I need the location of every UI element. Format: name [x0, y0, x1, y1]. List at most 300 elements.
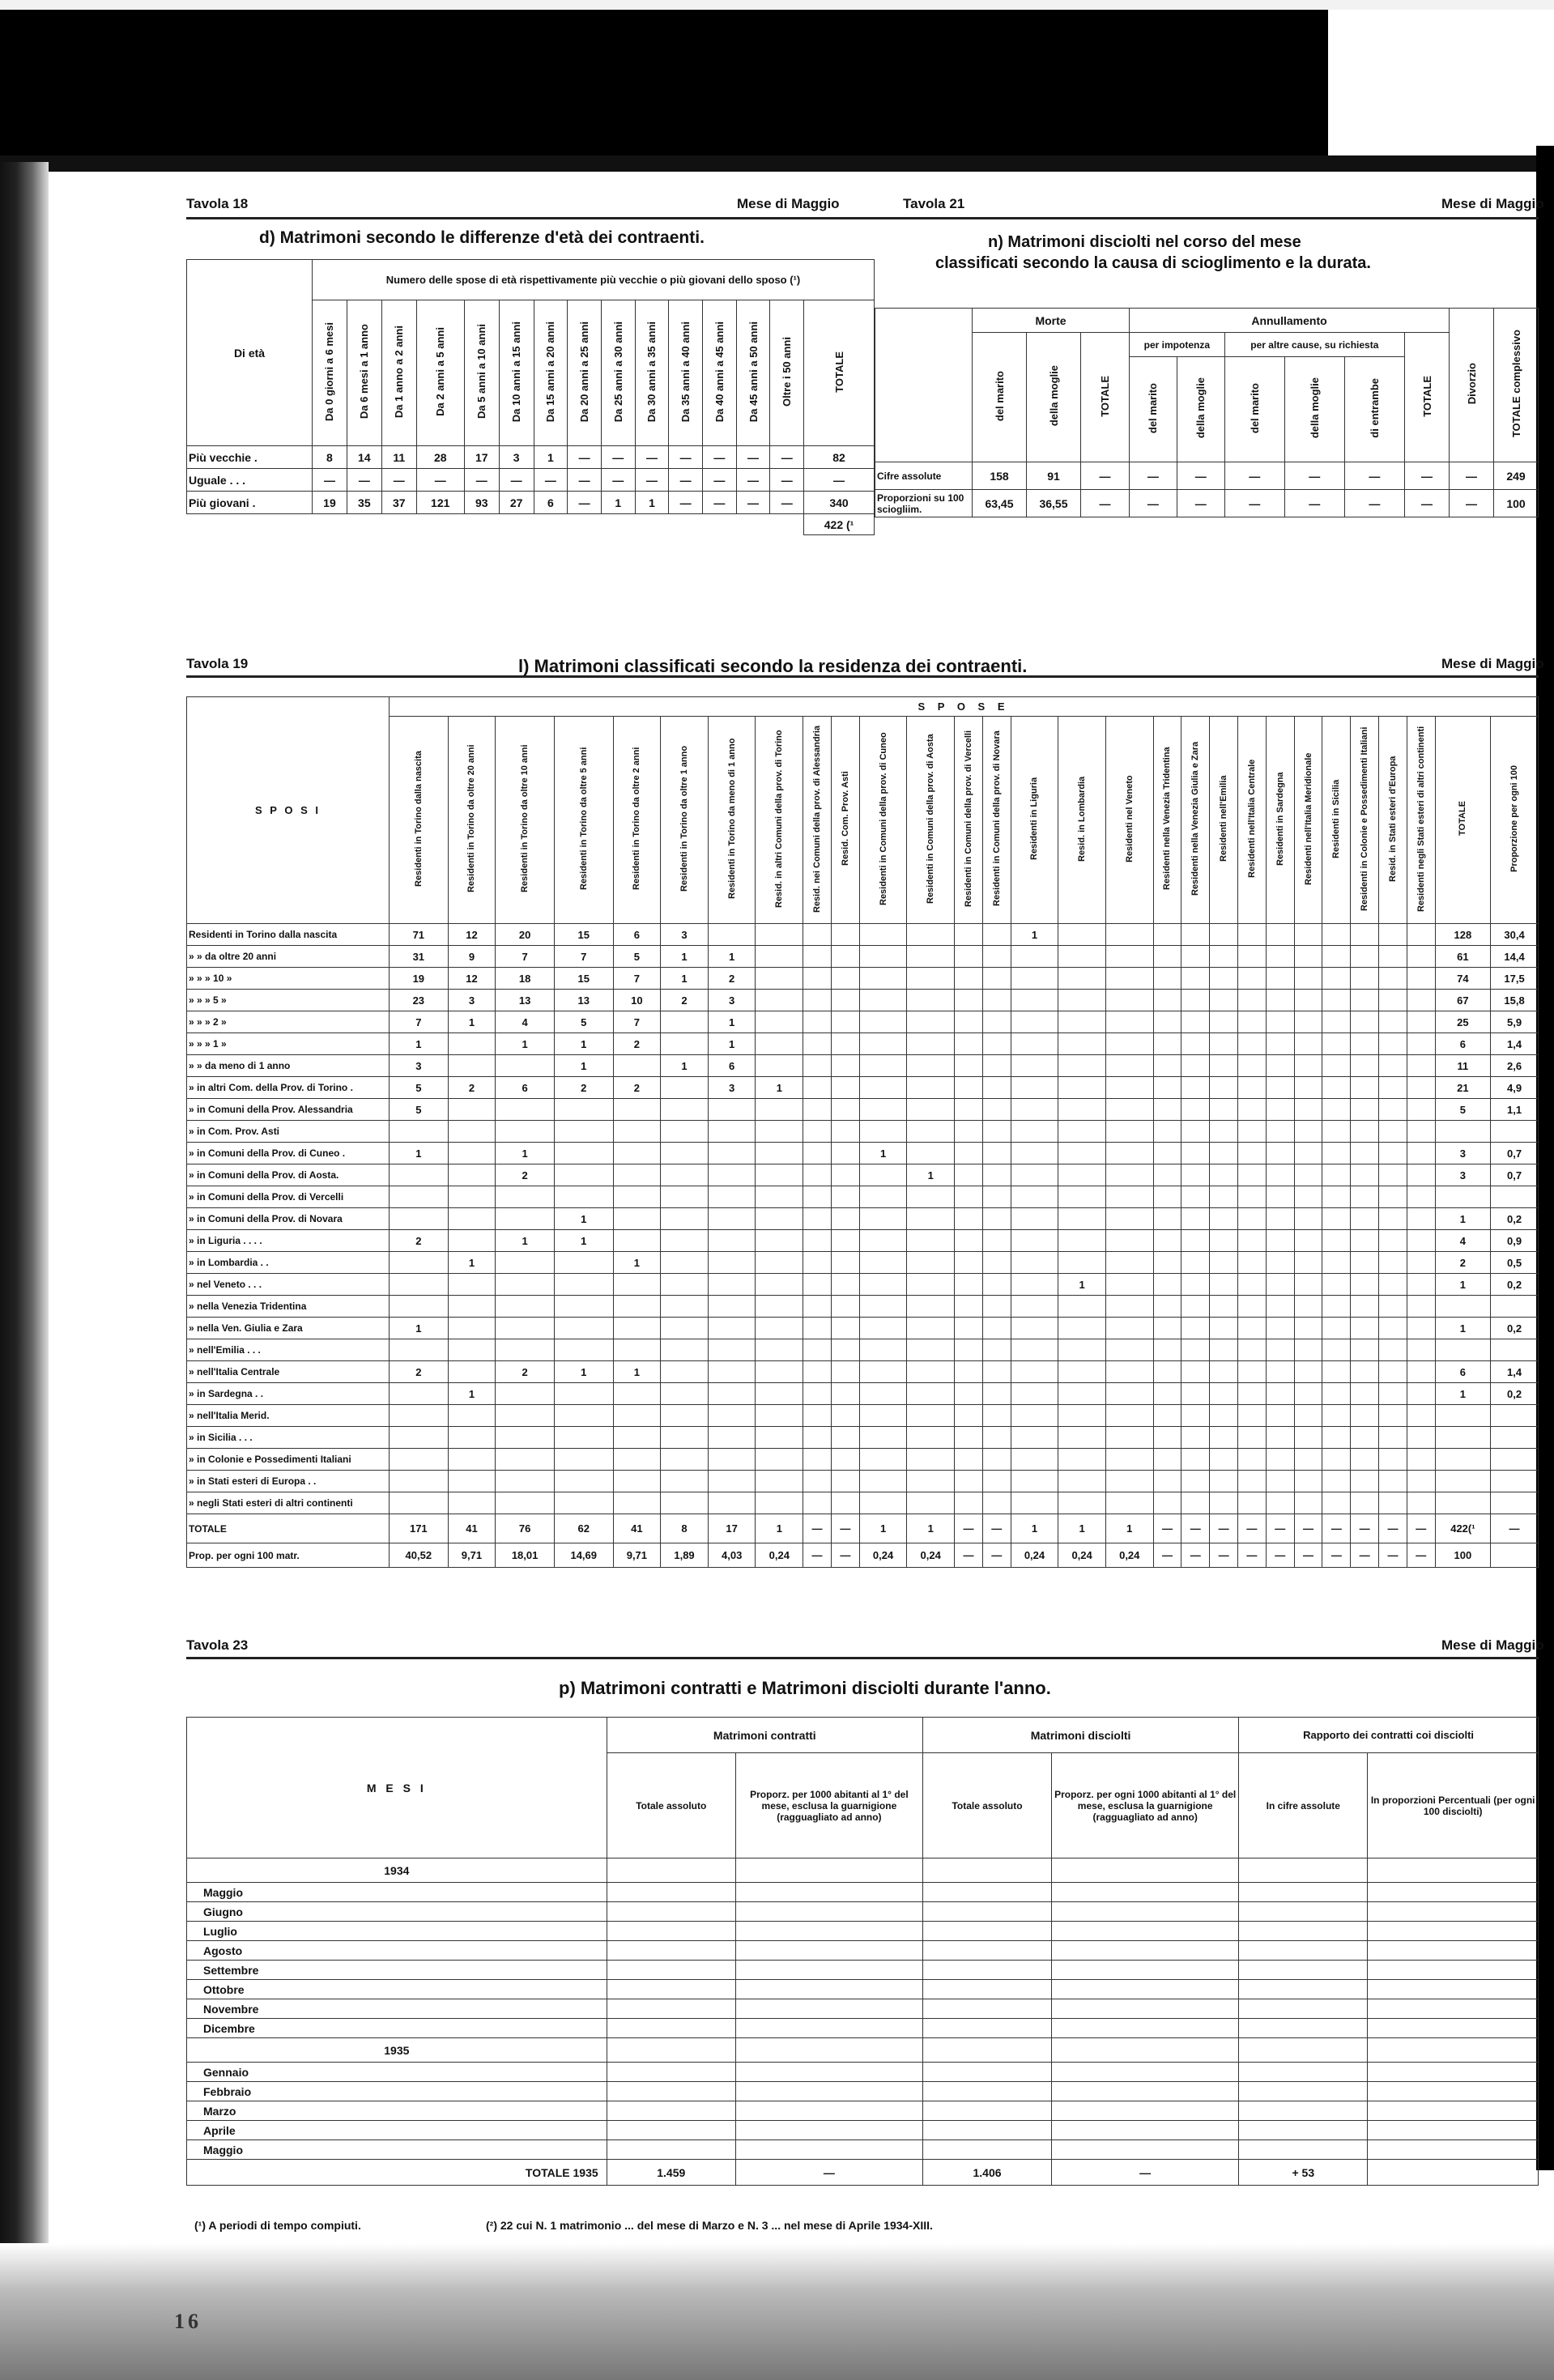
table-l-col-header: [613, 717, 661, 924]
table-cell: —: [1379, 1543, 1407, 1568]
table-cell: [1238, 1449, 1267, 1471]
table-cell: [982, 1361, 1011, 1383]
table-cell: [1210, 1033, 1238, 1055]
table-cell: —: [1344, 462, 1404, 490]
table-cell: 12: [448, 968, 496, 990]
table-cell: [661, 1033, 709, 1055]
table-d-grand-total: 422 (¹: [804, 514, 875, 535]
table-row: [187, 1543, 1539, 1568]
table-cell: [803, 1055, 832, 1077]
table-p-col-prop-1: Proporz. per 1000 abitanti al 1° del mese, esclusa la guarnigione (ragguagliato ad anno): [735, 1753, 922, 1858]
table-cell: [1239, 2019, 1368, 2038]
table-cell: 1: [756, 1077, 803, 1099]
table-cell: [922, 2121, 1051, 2140]
table-cell: [1379, 1055, 1407, 1077]
table-l-col-header: [1181, 717, 1210, 924]
table-cell: [922, 2101, 1051, 2121]
table-l-row-label: » in Lombardia . .: [187, 1252, 390, 1274]
table-cell: [1239, 1999, 1368, 2019]
table-cell: [496, 1296, 555, 1318]
table-cell: [1294, 1011, 1322, 1033]
table-p-month: Novembre: [187, 1999, 607, 2019]
table-d-col-label: Da 10 anni a 15 anni: [510, 321, 523, 423]
table-cell: [1210, 1055, 1238, 1077]
table-cell: [955, 1164, 983, 1186]
table-cell: [859, 1077, 907, 1099]
table-row: [187, 2140, 1539, 2160]
table-cell: [1011, 1121, 1058, 1143]
table-d-col-label: Oltre i 50 anni: [781, 337, 794, 407]
table-n-col-imp-marito: del marito: [1147, 382, 1160, 434]
table-cell: [1052, 1980, 1239, 1999]
table-cell: [859, 1383, 907, 1405]
table-cell: —: [1238, 1514, 1267, 1543]
table-cell: [982, 1230, 1011, 1252]
table-cell: [448, 1186, 496, 1208]
table-row: [187, 1492, 1539, 1514]
table-cell: —: [568, 446, 602, 469]
table-cell: [661, 1427, 709, 1449]
table-row: [187, 1274, 1539, 1296]
table-cell: [982, 1449, 1011, 1471]
table-cell: [756, 946, 803, 968]
table-cell: [1266, 1011, 1294, 1033]
table-cell: [1238, 1405, 1267, 1427]
table-cell: [1322, 1296, 1351, 1318]
table-cell: [1491, 1543, 1539, 1568]
table-cell: —: [1177, 490, 1224, 517]
table-cell: [1491, 1405, 1539, 1427]
table-cell: 1: [601, 492, 635, 514]
table-cell: [955, 1339, 983, 1361]
table-row: [187, 1902, 1539, 1922]
table-cell: [1266, 1252, 1294, 1274]
table-cell: [1407, 1361, 1435, 1383]
table-cell: [1351, 1339, 1379, 1361]
table-cell: 1: [613, 1252, 661, 1274]
table-cell: [496, 1252, 555, 1274]
footnote-1: (¹) A periodi di tempo compiuti.: [194, 2219, 361, 2232]
scan-top-band: [0, 0, 1554, 10]
table-cell: [803, 1099, 832, 1121]
table-n-col-della-moglie: della moglie: [1047, 365, 1060, 427]
table-cell: [1407, 1449, 1435, 1471]
table-cell: [955, 924, 983, 946]
table-p: [186, 1717, 1539, 2186]
table-l-col-header: [1011, 717, 1058, 924]
table-cell: 2: [613, 1077, 661, 1099]
table-cell: [955, 1011, 983, 1033]
table-cell: [831, 924, 859, 946]
table-cell: [1058, 1492, 1106, 1514]
table-cell: —: [669, 492, 703, 514]
table-cell: [922, 2063, 1051, 2082]
table-cell: [831, 1164, 859, 1186]
table-n-group-morte: Morte: [973, 309, 1130, 333]
table-cell: [1210, 1121, 1238, 1143]
table-cell: 1: [661, 968, 709, 990]
table-cell: 4,03: [708, 1543, 756, 1568]
table-cell: [756, 1252, 803, 1274]
table-cell: [1105, 946, 1153, 968]
table-l-row-label: » in Sicilia . . .: [187, 1427, 390, 1449]
header-tavola-18: Tavola 18: [186, 196, 249, 211]
table-cell: [1407, 1208, 1435, 1230]
table-cell: —: [736, 446, 770, 469]
table-cell: [1238, 1077, 1267, 1099]
table-cell: [1379, 946, 1407, 968]
table-cell: 76: [496, 1514, 555, 1543]
table-cell: —: [982, 1514, 1011, 1543]
table-row: [187, 1999, 1539, 2019]
table-cell: [1239, 1961, 1368, 1980]
table-cell: [859, 990, 907, 1011]
table-cell: [982, 1274, 1011, 1296]
table-cell: —: [803, 1514, 832, 1543]
table-cell: —: [1344, 490, 1404, 517]
table-l-title: l) Matrimoni classificati secondo la residenza dei contraenti.: [518, 656, 1028, 676]
table-d-col-header: [669, 300, 703, 446]
table-cell: [390, 1471, 449, 1492]
table-cell: [613, 1383, 661, 1405]
table-cell: —: [416, 469, 464, 492]
table-cell: [661, 1449, 709, 1471]
table-cell: 3: [708, 990, 756, 1011]
table-cell: [756, 1492, 803, 1514]
table-cell: [1368, 1922, 1539, 1941]
table-cell: [907, 1427, 955, 1449]
table-cell: [955, 1077, 983, 1099]
table-cell: [1351, 946, 1379, 968]
table-cell: [1181, 1055, 1210, 1077]
table-cell: 27: [499, 492, 534, 514]
table-cell: [554, 1471, 613, 1492]
table-cell: 13: [554, 990, 613, 1011]
table-cell: [803, 1230, 832, 1252]
table-cell: [607, 2101, 735, 2121]
table-d-title: d) Matrimoni secondo le differenze d'età dei contraenti.: [259, 228, 705, 247]
table-cell: [1181, 1471, 1210, 1492]
table-cell: [1210, 1318, 1238, 1339]
table-cell: 7: [496, 946, 555, 968]
table-cell: [1351, 924, 1379, 946]
table-cell: [1294, 1186, 1322, 1208]
table-cell: [1379, 1230, 1407, 1252]
table-cell: [1294, 1033, 1322, 1055]
table-cell: [390, 1427, 449, 1449]
table-cell: [1322, 1164, 1351, 1186]
table-cell: —: [1266, 1514, 1294, 1543]
table-cell: [1351, 968, 1379, 990]
table-cell: [448, 1099, 496, 1121]
table-cell: [1153, 1208, 1181, 1230]
table-cell: [554, 1427, 613, 1449]
table-cell: [922, 2082, 1051, 2101]
table-cell: [756, 1383, 803, 1405]
table-cell: [1266, 990, 1294, 1011]
table-cell: [708, 1449, 756, 1471]
table-p-stub-header: M E S I: [187, 1718, 607, 1858]
table-cell: [1239, 2082, 1368, 2101]
table-cell: [756, 1186, 803, 1208]
table-l-row-label: » in Comuni della Prov. di Novara: [187, 1208, 390, 1230]
table-cell: 91: [1027, 462, 1081, 490]
table-p-total-cell: + 53: [1239, 2160, 1368, 2186]
table-cell: —: [955, 1543, 983, 1568]
table-cell: [1435, 1427, 1490, 1449]
table-cell: [496, 1274, 555, 1296]
table-cell: [1153, 924, 1181, 946]
table-cell: [1011, 1143, 1058, 1164]
table-l-col-label: Residenti in Colonie e Possedimenti Italiani: [1360, 726, 1370, 911]
table-cell: [831, 1077, 859, 1099]
table-cell: [859, 1164, 907, 1186]
table-cell: 30,4: [1491, 924, 1539, 946]
table-cell: [1011, 1055, 1058, 1077]
table-cell: 17,5: [1491, 968, 1539, 990]
table-cell: [859, 1492, 907, 1514]
table-cell: [1379, 1033, 1407, 1055]
table-cell: —: [703, 492, 737, 514]
table-cell: [1181, 1339, 1210, 1361]
table-cell: [859, 946, 907, 968]
table-cell: [1181, 990, 1210, 1011]
table-cell: [390, 1383, 449, 1405]
table-cell: [1181, 1230, 1210, 1252]
table-cell: [448, 1055, 496, 1077]
table-cell: [859, 1011, 907, 1033]
table-cell: [1351, 1186, 1379, 1208]
table-l-row-label: » nell'Emilia . . .: [187, 1339, 390, 1361]
table-cell: [1153, 1471, 1181, 1492]
table-cell: 3: [708, 1077, 756, 1099]
table-cell: 7: [613, 1011, 661, 1033]
table-cell: [831, 1121, 859, 1143]
table-cell: [613, 1208, 661, 1230]
table-cell: [922, 2140, 1051, 2160]
table-cell: [1239, 1941, 1368, 1961]
table-cell: [607, 2121, 735, 2140]
table-cell: [1491, 1186, 1539, 1208]
table-cell: [448, 1164, 496, 1186]
table-d-col-label: Da 35 anni a 40 anni: [679, 321, 692, 423]
table-cell: [554, 1099, 613, 1121]
table-cell: 1,89: [661, 1543, 709, 1568]
table-cell: 6: [613, 924, 661, 946]
table-cell: [803, 1011, 832, 1033]
table-cell: 1: [661, 1055, 709, 1077]
table-cell: 0,7: [1491, 1143, 1539, 1164]
table-cell: 1: [1011, 924, 1058, 946]
table-l-row-label: Residenti in Torino dalla nascita: [187, 924, 390, 946]
table-cell: [1153, 1296, 1181, 1318]
table-cell: [661, 1099, 709, 1121]
table-cell: [1153, 990, 1181, 1011]
table-cell: 0,9: [1491, 1230, 1539, 1252]
table-d-row-label: Più vecchie .: [187, 446, 313, 469]
table-cell: —: [1407, 1514, 1435, 1543]
table-cell: [982, 1143, 1011, 1164]
table-cell: [554, 1405, 613, 1427]
table-cell: [1368, 2019, 1539, 2038]
table-cell: [1266, 924, 1294, 946]
table-cell: [554, 1274, 613, 1296]
table-cell: 18: [496, 968, 555, 990]
document-page: [178, 170, 1547, 2235]
table-cell: 15: [554, 968, 613, 990]
table-cell: [982, 946, 1011, 968]
table-d-col-label: Da 6 mesi a 1 anno: [358, 324, 371, 419]
table-cell: [661, 1077, 709, 1099]
table-row: [187, 1033, 1539, 1055]
table-cell: [955, 1033, 983, 1055]
table-d-col-label: Da 20 anni a 25 anni: [578, 321, 591, 423]
table-cell: [955, 1449, 983, 1471]
table-cell: [907, 1296, 955, 1318]
table-cell: [1238, 1492, 1267, 1514]
table-cell: 8: [661, 1514, 709, 1543]
table-cell: 21: [1435, 1077, 1490, 1099]
table-cell: [1351, 1033, 1379, 1055]
table-cell: [1105, 1164, 1153, 1186]
table-cell: 2: [708, 968, 756, 990]
table-cell: [831, 1492, 859, 1514]
table-cell: [390, 1339, 449, 1361]
scan-dark-strip: [0, 155, 1554, 172]
table-p-month: Maggio: [187, 1883, 607, 1902]
table-d: [186, 259, 875, 535]
table-cell: [1181, 1164, 1210, 1186]
table-cell: 2: [613, 1033, 661, 1055]
table-cell: [1238, 1383, 1267, 1405]
table-cell: [1011, 1186, 1058, 1208]
table-cell: [1322, 968, 1351, 990]
scan-left-edge: [0, 162, 49, 2380]
table-cell: [1351, 1383, 1379, 1405]
table-cell: —: [1405, 490, 1450, 517]
header-tavola-21: Tavola 21: [903, 196, 965, 211]
table-row: [187, 2101, 1539, 2121]
table-cell: [756, 1296, 803, 1318]
table-cell: [803, 990, 832, 1011]
table-cell: [859, 1339, 907, 1361]
table-cell: [1407, 1011, 1435, 1033]
table-p-total-cell: —: [735, 2160, 922, 2186]
table-cell: 340: [804, 492, 875, 514]
table-cell: [1351, 1449, 1379, 1471]
table-cell: 36,55: [1027, 490, 1081, 517]
table-cell: —: [1210, 1514, 1238, 1543]
table-cell: [1379, 1383, 1407, 1405]
table-p-col-perc: In proporzioni Percentuali (per ogni 100 disciolti): [1368, 1753, 1539, 1858]
table-cell: [1238, 990, 1267, 1011]
table-cell: [907, 1449, 955, 1471]
table-cell: 9,71: [448, 1543, 496, 1568]
table-cell: [1181, 1427, 1210, 1449]
table-cell: [922, 1999, 1051, 2019]
table-cell: [1105, 1033, 1153, 1055]
table-d-col-label: Da 30 anni a 35 anni: [645, 321, 658, 423]
table-cell: [1351, 1361, 1379, 1383]
table-cell: [1322, 1208, 1351, 1230]
table-cell: [1491, 1296, 1539, 1318]
table-d-col-header: [635, 300, 669, 446]
table-l-col-label: Residenti in Torino da oltre 2 anni: [632, 747, 642, 891]
table-cell: 18,01: [496, 1543, 555, 1568]
table-cell: [496, 1339, 555, 1361]
table-d-col-header: [601, 300, 635, 446]
table-cell: [1011, 1296, 1058, 1318]
table-cell: —: [1450, 462, 1494, 490]
table-cell: [1266, 1405, 1294, 1427]
table-row: [187, 1099, 1539, 1121]
table-cell: [1058, 968, 1106, 990]
table-cell: [1058, 1011, 1106, 1033]
table-cell: [1058, 1471, 1106, 1492]
table-l-col-label: Residenti in Torino da oltre 5 anni: [578, 747, 589, 891]
table-p-title: p) Matrimoni contratti e Matrimoni disciolti durante l'anno.: [559, 1678, 1051, 1698]
table-cell: [907, 1055, 955, 1077]
table-cell: 1: [1435, 1318, 1490, 1339]
table-cell: 5: [390, 1099, 449, 1121]
table-cell: [1153, 1143, 1181, 1164]
table-d-col-header: [804, 300, 875, 446]
table-cell: [1266, 946, 1294, 968]
table-cell: [907, 924, 955, 946]
table-cell: [1238, 1230, 1267, 1252]
table-cell: [448, 1361, 496, 1383]
table-cell: [907, 1339, 955, 1361]
table-cell: —: [669, 446, 703, 469]
table-cell: [907, 1033, 955, 1055]
table-cell: [735, 2082, 922, 2101]
table-cell: [1322, 1121, 1351, 1143]
table-cell: [607, 2063, 735, 2082]
table-cell: [1407, 1230, 1435, 1252]
footnote-2: (²) 22 cui N. 1 matrimonio ... del mese di Marzo e N. 3 ... nel mese di Aprile 1934-XIII.: [486, 2219, 933, 2232]
table-cell: [735, 1999, 922, 2019]
table-l-row-label: » in Comuni della Prov. di Aosta.: [187, 1164, 390, 1186]
table-cell: [390, 1274, 449, 1296]
table-cell: 3: [1435, 1164, 1490, 1186]
table-cell: [907, 1186, 955, 1208]
table-cell: [1238, 968, 1267, 990]
table-cell: [1379, 1077, 1407, 1099]
table-cell: [1238, 946, 1267, 968]
table-cell: [1238, 1274, 1267, 1296]
table-cell: [982, 1405, 1011, 1427]
table-l-group-header: S P O S E: [390, 697, 1539, 717]
table-row: [187, 1339, 1539, 1361]
table-cell: 1: [907, 1514, 955, 1543]
table-cell: [1058, 1383, 1106, 1405]
table-cell: [1105, 1274, 1153, 1296]
table-cell: [982, 1318, 1011, 1339]
table-cell: —: [1322, 1543, 1351, 1568]
table-cell: [1210, 1011, 1238, 1033]
table-cell: [1407, 1077, 1435, 1099]
table-cell: [1105, 1055, 1153, 1077]
table-cell: [613, 1339, 661, 1361]
table-cell: [803, 1361, 832, 1383]
table-cell: [1407, 1252, 1435, 1274]
table-cell: [803, 1143, 832, 1164]
table-cell: [735, 1858, 922, 1883]
table-cell: [756, 1230, 803, 1252]
table-cell: [1011, 1405, 1058, 1427]
table-cell: [1379, 924, 1407, 946]
table-cell: [1322, 1055, 1351, 1077]
